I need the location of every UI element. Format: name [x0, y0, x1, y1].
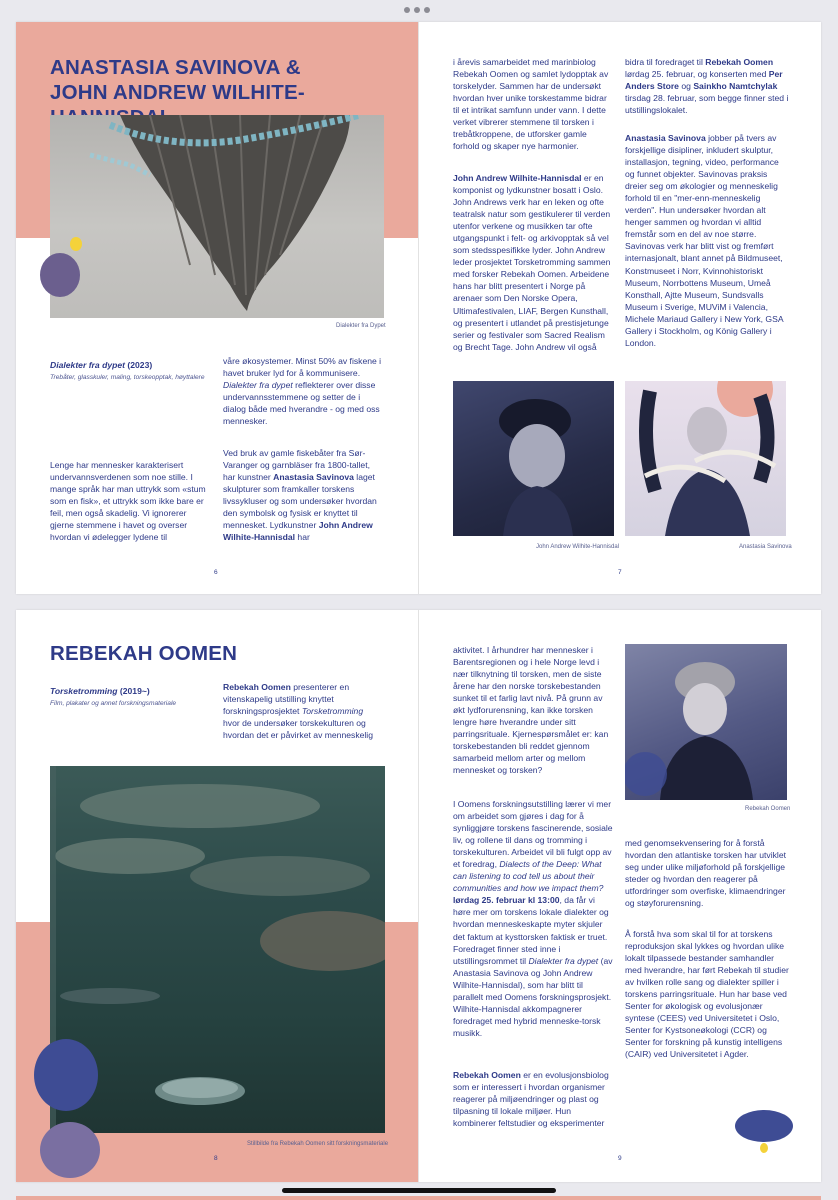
body-paragraph: Ved bruk av gamle fiskebåter fra Sør-Varanger og garnbläser fra 1800-tallet, har kunstner Anastasia Savinova laget skulpturer som framkaller torskens livssykluser og som undersøker hvordan den symbolsk og fysisk er knyttet til mennesket. Lydkunstner John Andrew Wilhite-Hannisdal har — [223, 448, 377, 543]
work-info — [50, 355, 220, 382]
body-paragraph: John Andrew Wilhite-Hannisdal er en komponist og lydkunstner bosatt i Oslo. John Andrews verk har en leken og ofte teatralsk natur som gestikulerer til verden utenfor verkene og musikken tar ofte utgangspunkt i felt- og arkivopptak så vel som stedsspesifikke lyder. John Andrew leder prosjektet Torsketromming sammen med forsker Rebekah Oomen. Arbeidene hans har blitt presentert i Norge på arenaer som Den Norske Opera, Ultimafestivalen, LIAF, Bergen Kunsthall, og presentert i utlandet på prestisjetunge serier og festivaler som Sacred Realism og Brecht Tage. John Andrew vil også — [453, 173, 611, 352]
work-materials: Film, plakater og annet forskningsmateriale — [50, 700, 177, 707]
title-line-1: ANASTASIA SAVINOVA & — [50, 56, 301, 79]
portrait-photo-rebekah — [625, 644, 787, 800]
body-paragraph: Å forstå hva som skal til for at torskens reproduksjon skal lykkes og hvordan ulike lokalt tilpassede bestander samhandler med hverandre, har ført Rebekah til studier av hvilken rolle sang og dialekter spiller i torskens parringsrituale. Hun har base ved Senter for økologisk og evolusjonær syntese (CEES) ved Universitetet i Oslo, Senter for Kystsoneøkologi (CCR) og Senter for forskning på kunstig intelligens (CAIR) ved Universitetet i Agder. — [625, 929, 789, 1060]
body-paragraph: bidra til foredraget til Rebekah Oomen lørdag 25. februar, og konserten med Per Anders Store og Sainkho Namtchylak tirsdag 28. februar, som begge finner sted i utstillingslokalet. — [625, 57, 789, 116]
body-paragraph: i årevis samarbeidet med marinbiolog Rebekah Oomen og samlet lydopptak av torskelyder. Sammen har de undersøkt hvordan hver unike torskestamme bidrar til et intrikat samfunn under vann. I dette verket vibrerer stemmene til torsken i trebåtkroppene, de utforsker gamle forhold og skaper nye harmonier. — [453, 57, 609, 152]
decorative-blob-icon — [30, 1035, 100, 1182]
portrait-illustration — [453, 381, 614, 536]
page-title: REBEKAH OOMEN — [50, 642, 238, 665]
sculpture-illustration — [50, 115, 384, 318]
spread-pages-6-7[interactable] — [16, 22, 821, 594]
portrait-illustration — [625, 644, 787, 800]
decorative-blob-icon — [38, 230, 88, 300]
dot-icon — [424, 7, 430, 13]
next-spread-peek — [16, 1196, 821, 1200]
portrait-illustration — [625, 381, 786, 536]
page-number-right: 7 — [618, 569, 622, 576]
portrait-photo-john — [453, 381, 614, 536]
page-number-right: 9 — [618, 1155, 622, 1162]
work-info — [50, 681, 220, 708]
portrait-photo-anastasia — [625, 381, 786, 536]
intro-text: Lenge har mennesker karakterisert undervannsverdenen som noe stille. I mange språk har man uttrykk som «stum som en fisk», et uttrykk som ikke bare er feil, men også skadelig. Vi ignorerer gjerne stemmene i havet og overser hvordan vi ødelegger lydene til — [50, 460, 206, 543]
sculpture-photo — [50, 115, 384, 318]
work-materials: Trebåter, glasskuler, maling, torskeopptak, høyttalere — [50, 374, 205, 381]
body-paragraph: Anastasia Savinova jobber på tvers av forskjellige disipliner, inkludert skulptur, installasjon, tegning, video, performance og funnet objekter. Savinovas praksis dreier seg om økologier og menneskelig forhold til en "mer-enn-menneskelig verden". Hun undersøker hvordan alt henger sammen og hvordan vi alltid fremstår som en del av noe større. Savinovas verk har blitt vist og fremført internasjonalt, blant annet på Bildmuseet, Konstmuseet i Norr, Kvinnohistoriskt Museum, Norrbottens Museum, Umeå Konsthall, Ajtte Museum, Sundsvalls Museum i Sverige, MUViM i Valencia, Michele Mariaud Gallery i New York, GSA Gallery i Stockholm, og König Gallery i London. — [625, 133, 784, 348]
body-paragraph: med genomsekvensering for å forstå hvordan den atlantiske torsken har utviklet seg under ulike miljøforhold på forskjellige steder og hvordan den reagerer på utfordringer som overfiske, klimaendringer og støyforurensning. — [625, 838, 786, 909]
photo-caption: John Andrew Wilhite-Hannisdal — [536, 544, 620, 550]
photo-caption: Rebekah Oomen — [745, 806, 791, 812]
page-indicator-dots[interactable] — [404, 7, 430, 13]
spread-pages-8-9[interactable] — [16, 610, 821, 1182]
body-paragraph: Rebekah Oomen er en evolusjonsbiolog som er interessert i hvordan organismer reagerer på miljøendringer og plast og tilpasning til lokale miljøer. Hun kombinerer feltstudier og eksperimenter — [453, 1070, 609, 1129]
work-title: Dialekter fra dypet — [50, 360, 125, 370]
body-paragraph: I Oomens forskningsutstilling lærer vi mer om arbeidet som gjøres i dag for å synliggjøre torskens fascinerende, sosiale liv, og rollene til dans og tromming i torskekulturen. Arbeidet vil bli fulgt opp av et foredrag, Dialects of the Deep: What can listening to cod tell us about their communities and how we impact them? lørdag 25. februar kl 13:00, da får vi høre mer om torskens lokale dialekter og hvordan menneskeskapte myter skjuler det faktum at kysttorsken faktisk er truet. Foredraget finner sted inne i utstillingsrommet til Dialekter fra dypet (av Anastasia Savinova og John Andrew Wilhite-Hannisdal), som har blitt til parallelt med Oomens forskningsprosjekt. Wilhite-Hannisdal akkompagnerer foredraget med hybrid menneske-torsk musikk. — [453, 799, 613, 1038]
image-caption: Dialekter fra Dypet — [336, 323, 386, 329]
body-paragraph: Rebekah Oomen presenterer en vitenskapelig utstilling knyttet forskningsprosjektet Torsketromming hvor de undersøker torskekulturen og hvordan det er påvirket av menneskelig — [223, 682, 373, 741]
title-line-2: JOHN ANDREW WILHITE- — [50, 81, 305, 104]
dot-icon — [404, 7, 410, 13]
photo-caption: Anastasia Savinova — [739, 544, 792, 550]
image-caption: Stillbilde fra Rebekah Oomen sitt forskningsmateriale — [247, 1141, 389, 1147]
dot-icon — [414, 7, 420, 13]
work-year: (2019~) — [117, 686, 150, 696]
page-divider — [418, 610, 419, 1182]
body-paragraph: aktivitet. I århundrer har mennesker i Barentsregionen og i hele Norge levd i nær tilknytning til torsken, men de siste årene har den norske torskebestanden sunket til et farlig lavt nivå. På grunn av økt lydforurensning, kan ikke torsken lengre høre hverandre under sitt parringsrituale. Kjernespørsmålet er: kan torskebestanden bli reddet gjennom samarbeid mellom arter og mellom mennesket og torsken? — [453, 645, 609, 776]
page-number-left: 6 — [214, 569, 218, 576]
research-still-photo — [50, 766, 385, 1133]
page-number-left: 8 — [214, 1155, 218, 1162]
home-indicator[interactable] — [282, 1188, 556, 1193]
fish-tank-illustration — [50, 766, 385, 1133]
work-year: (2023) — [125, 360, 153, 370]
work-title: Torsketromming — [50, 686, 118, 696]
decorative-blob-icon — [734, 1106, 794, 1156]
body-paragraph: våre økosystemer. Minst 50% av fiskene i havet bruker lyd for å kommunisere. Dialekter fra dypet reflekterer over disse undervannsstemmene og setter de i dialog både med hverandre - og med oss mennesker. — [223, 356, 382, 427]
page-divider — [418, 22, 419, 594]
